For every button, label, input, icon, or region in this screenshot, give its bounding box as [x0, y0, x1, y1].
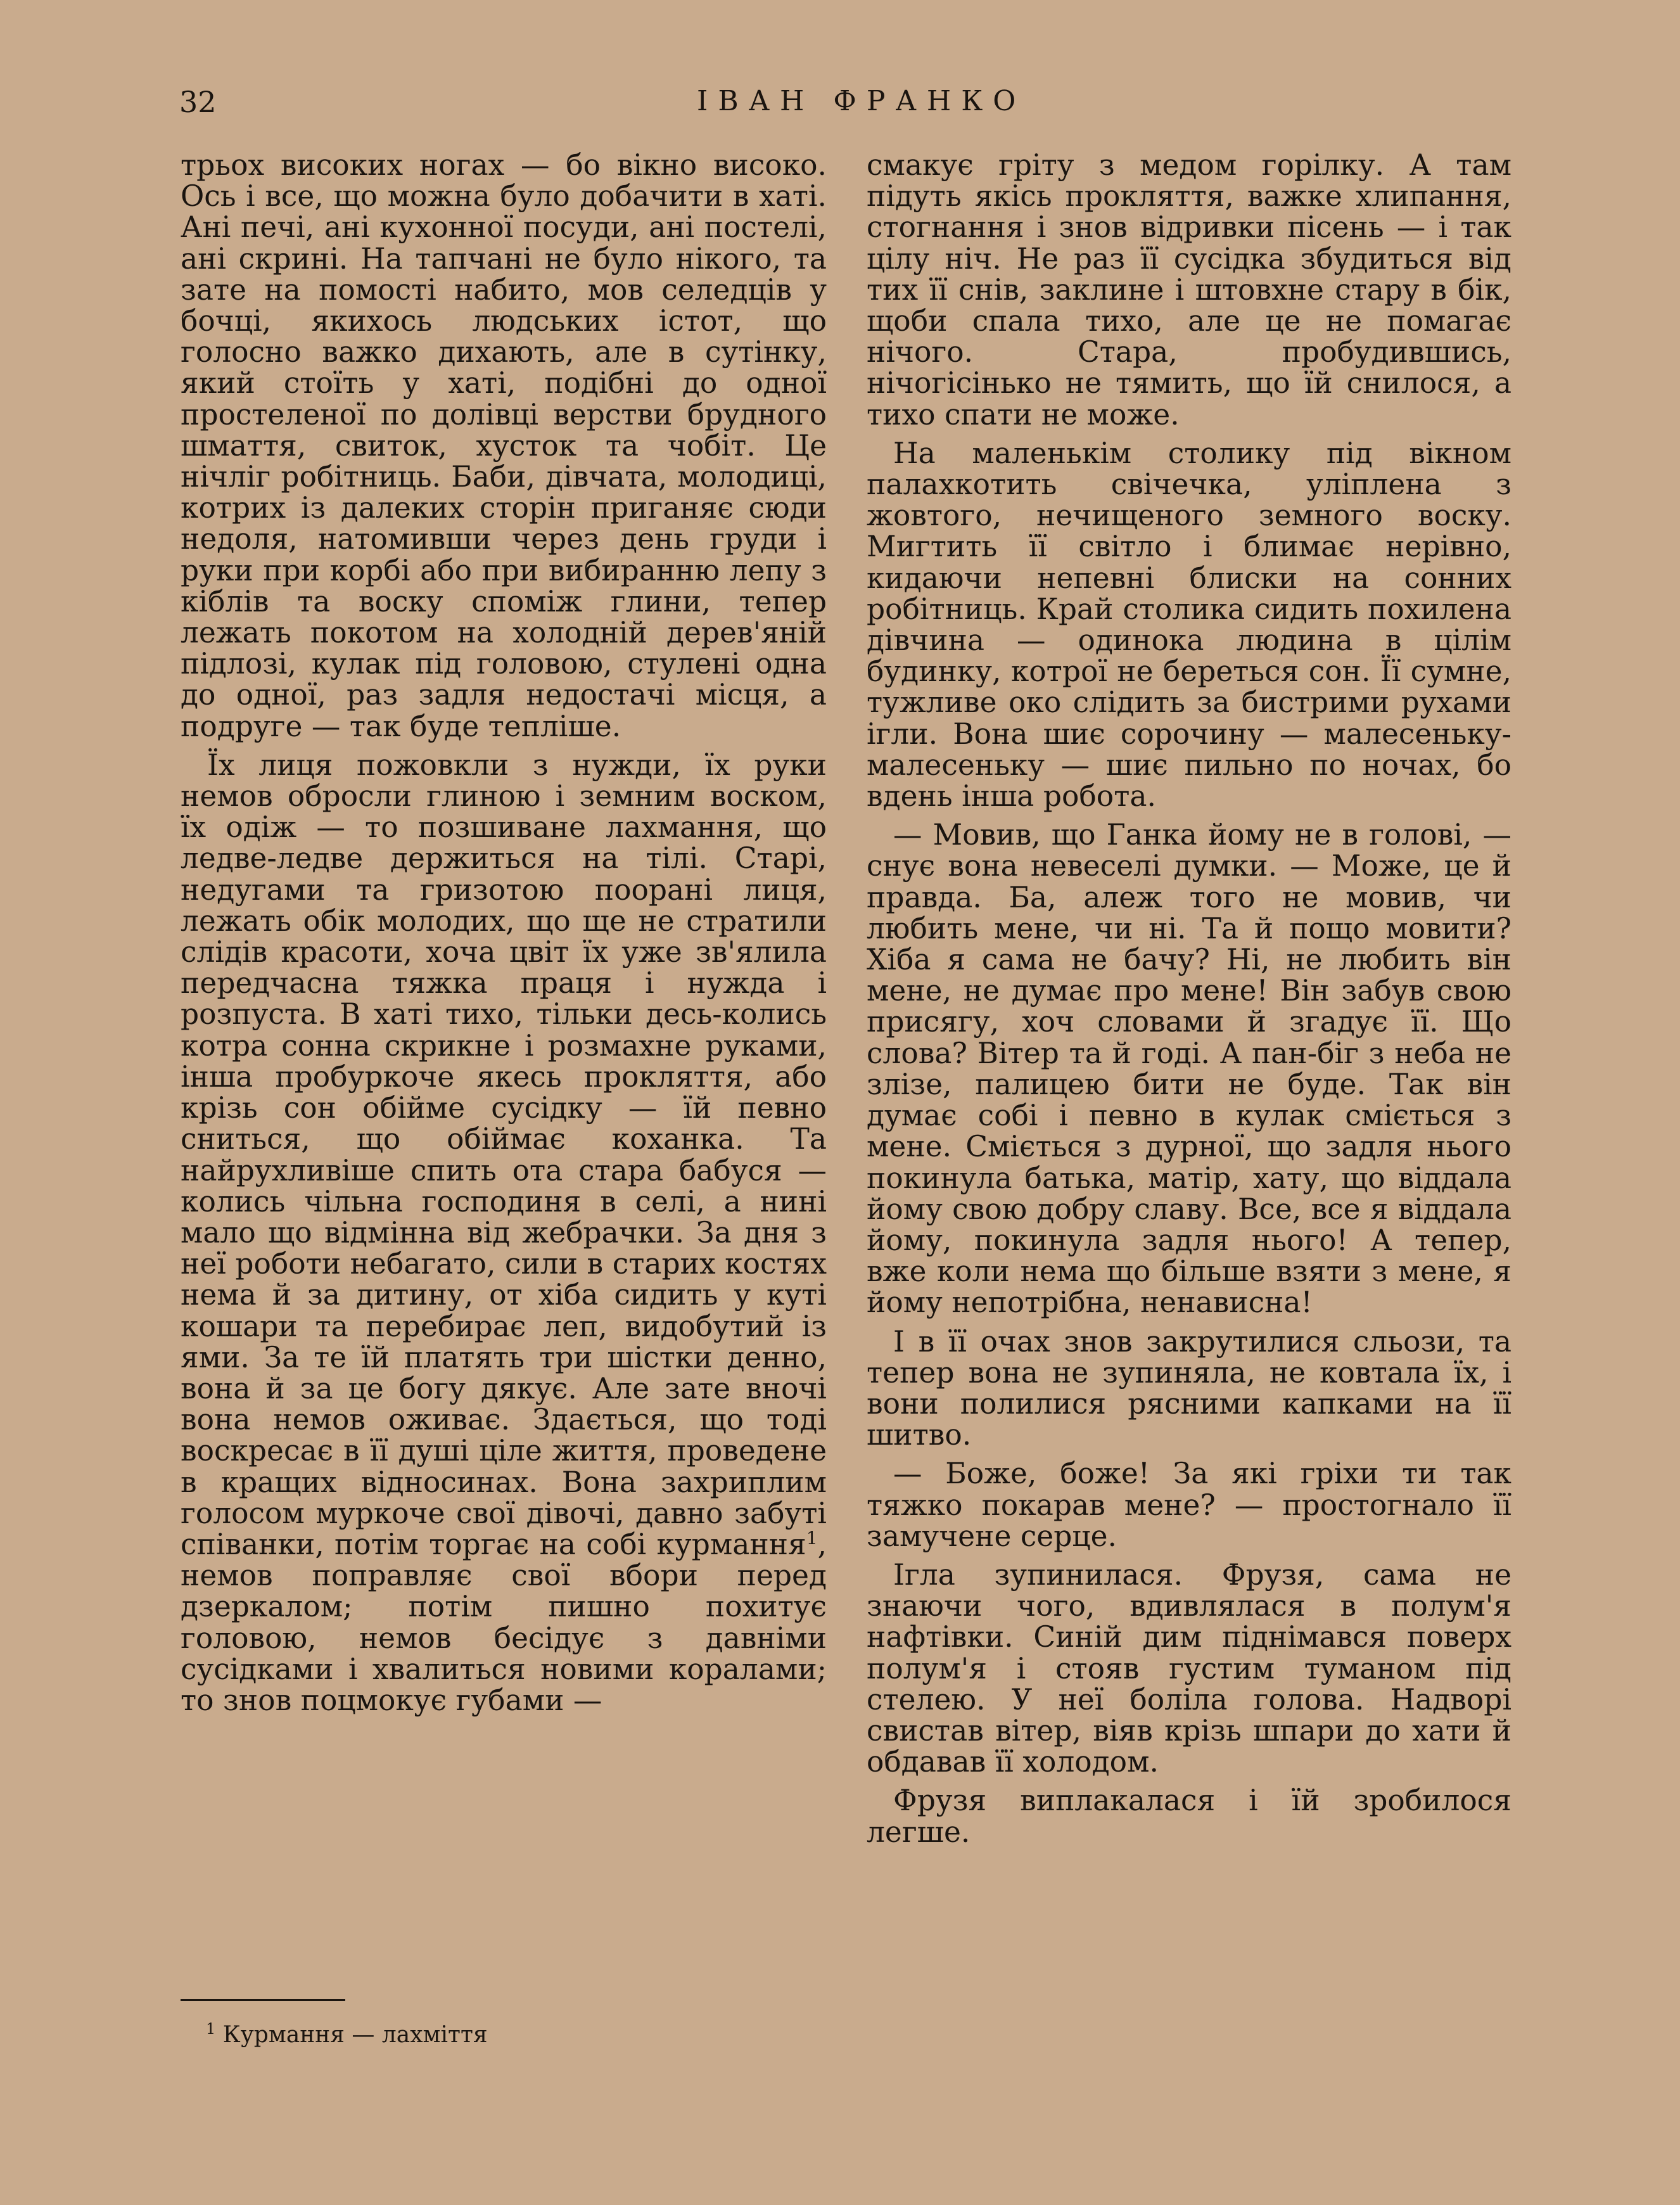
paragraph: — Боже, боже! За які гріхи ти так тяжко покарав мене? — простогнало її замучене серце. — [867, 1457, 1511, 1553]
footnote-text: Курмання — лахміття — [222, 2022, 488, 2048]
right-column — [867, 150, 1511, 1848]
paragraph: На маленькім столику під вікном палахкотить свічечка, уліплена з жовтого, нечищеного земного воску. Мигтить її світло і блимає нерівно, кидаючи непевні блиски на сонних робітниць. Край столика сидить похилена дівчина — одинока людина в цілім будинку, котрої не береться сон. Її сумне, тужливе око слідить за бистрими рухами ігли. Вона шиє сорочину — малесеньку-малесеньку — шиє пильно по ночах, бо вдень інша робота. — [867, 436, 1511, 814]
paragraph-text: Їх лиця пожовкли з нужди, їх руки немов обросли глиною і земним воском, їх одіж — то позшиване лахмання, що ледве-ледве держиться на тілі. Старі, недугами та гризотою поорані лиця, лежать обік молодих, що ще не стратили слідів красоти, хоча цвіт їх уже зв'ялила передчасна тяжка праця і нужда і розпуста. В хаті тихо, тільки десь-колись котра сонна скрикне і розмахне руками, інша пробуркоче якесь прокляття, або крізь сон обійме сусідку — їй певно сниться, що обіймає коханка. Та найрухливіше спить ота стара бабуся — колись чільна господиня в селі, а нині мало що відмінна від жебрачки. За дня з неї роботи небагато, сили в старих костях нема й за дитину, от хіба сидить у куті кошари та перебирає леп, видобутий із ями. За те їй платять три шістки денно, вона й за це богу дякує. Але зате вночі вона немов оживає. Здається, що тоді воскресає в її душі ціле життя, проведене в кращих відносинах. Вона захриплим голосом муркоче свої дівочі, давно забуті співанки, потім торгає на собі курмання — [181, 748, 827, 1561]
paragraph: трьох високих ногах — бо вікно високо. Ось і все, що можна було добачити в хаті. Ані печі, ані кухонної посуди, ані постелі, ані скрині. На тапчані не було нікого, та зате на помості набито, мов селедців у бочці, якихось людських істот, що голосно важко дихають, але в сутінку, який стоїть у хаті, подібні до одної простеленої по долівці верстви брудного шмаття, свиток, хусток та чобіт. Це нічліг робітниць. Баби, дівчата, молодиці, котрих із далеких сторін приганяє сюди недоля, натомивши через день груди і руки при корбі або при вибиранню лепу з кіблів та воску споміж глини, тепер лежать покотом на холодній дерев'яній підлозі, кулак під головою, стулені одна до одної, раз задля недостачі місця, а подруге — так буде тепліше. — [181, 148, 827, 743]
footnote-reference[interactable]: 1 — [806, 1527, 818, 1549]
paragraph: Фрузя виплакалася і їй зробилося легше. — [867, 1784, 1511, 1849]
left-column — [181, 150, 827, 1716]
footnote-marker: 1 — [206, 2020, 216, 2038]
paragraph: І в її очах знов закрутилися сльози, та тепер вона не зупиняла, не ковтала їх, і вони полилися рясними капками на її шитво. — [867, 1324, 1511, 1452]
paragraph: — Мовив, що Ганка йому не в голові, — снує вона невеселі думки. — Може, це й правда. Ба, алеж того не мовив, чи любить мене, чи ні. Та й пощо мовити? Хіба я сама не бачу? Ні, не любить він мене, не думає про мене! Він забув свою присягу, хоч словами й згадує її. Що слова? Вітер та й годі. А пан-біг з неба не злізе, палицею бити не буде. Так він думає собі і певно в кулак сміється з мене. Сміється з дурної, що задля нього покинула батька, матір, хату, що віддала йому свою добру славу. Все, все я віддала йому, покинула задля нього! А тепер, вже коли нема що більше взяти з мене, я йому непотрібна, ненависна! — [867, 818, 1511, 1320]
paragraph — [181, 750, 827, 1716]
footnote — [206, 2016, 488, 2048]
paragraph-text: , немов поправляє свої вбори перед дзеркалом; потім пишно похитує головою, немов бесідує з давніми сусідками і хвалиться новими коралами; то знов поцмокує губами — — [181, 1527, 827, 1717]
page-number: 32 — [179, 85, 217, 119]
running-head: ІВАН ФРАНКО — [697, 85, 1026, 117]
paragraph: Ігла зупинилася. Фрузя, сама не знаючи чого, вдивлялася в полум'я нафтівки. Синій дим піднімався поверх полум'я і стояв густим туманом під стелею. У неї боліла голова. Надворі свистав вітер, віяв крізь шпари до хати й обдавав її холодом. — [867, 1557, 1511, 1779]
footnote-divider — [181, 1999, 345, 2001]
paragraph: смакує гріту з медом горілку. А там підуть якісь прокляття, важке хлипання, стогнання і знов відривки пісень — і так цілу ніч. Не раз її сусідка збудиться від тих її снів, заклине і штовхне стару в бік, щоби спала тихо, але це не помагає нічого. Стара, пробудившись, нічогісінько не тямить, що їй снилося, а тихо спати не може. — [867, 148, 1511, 431]
